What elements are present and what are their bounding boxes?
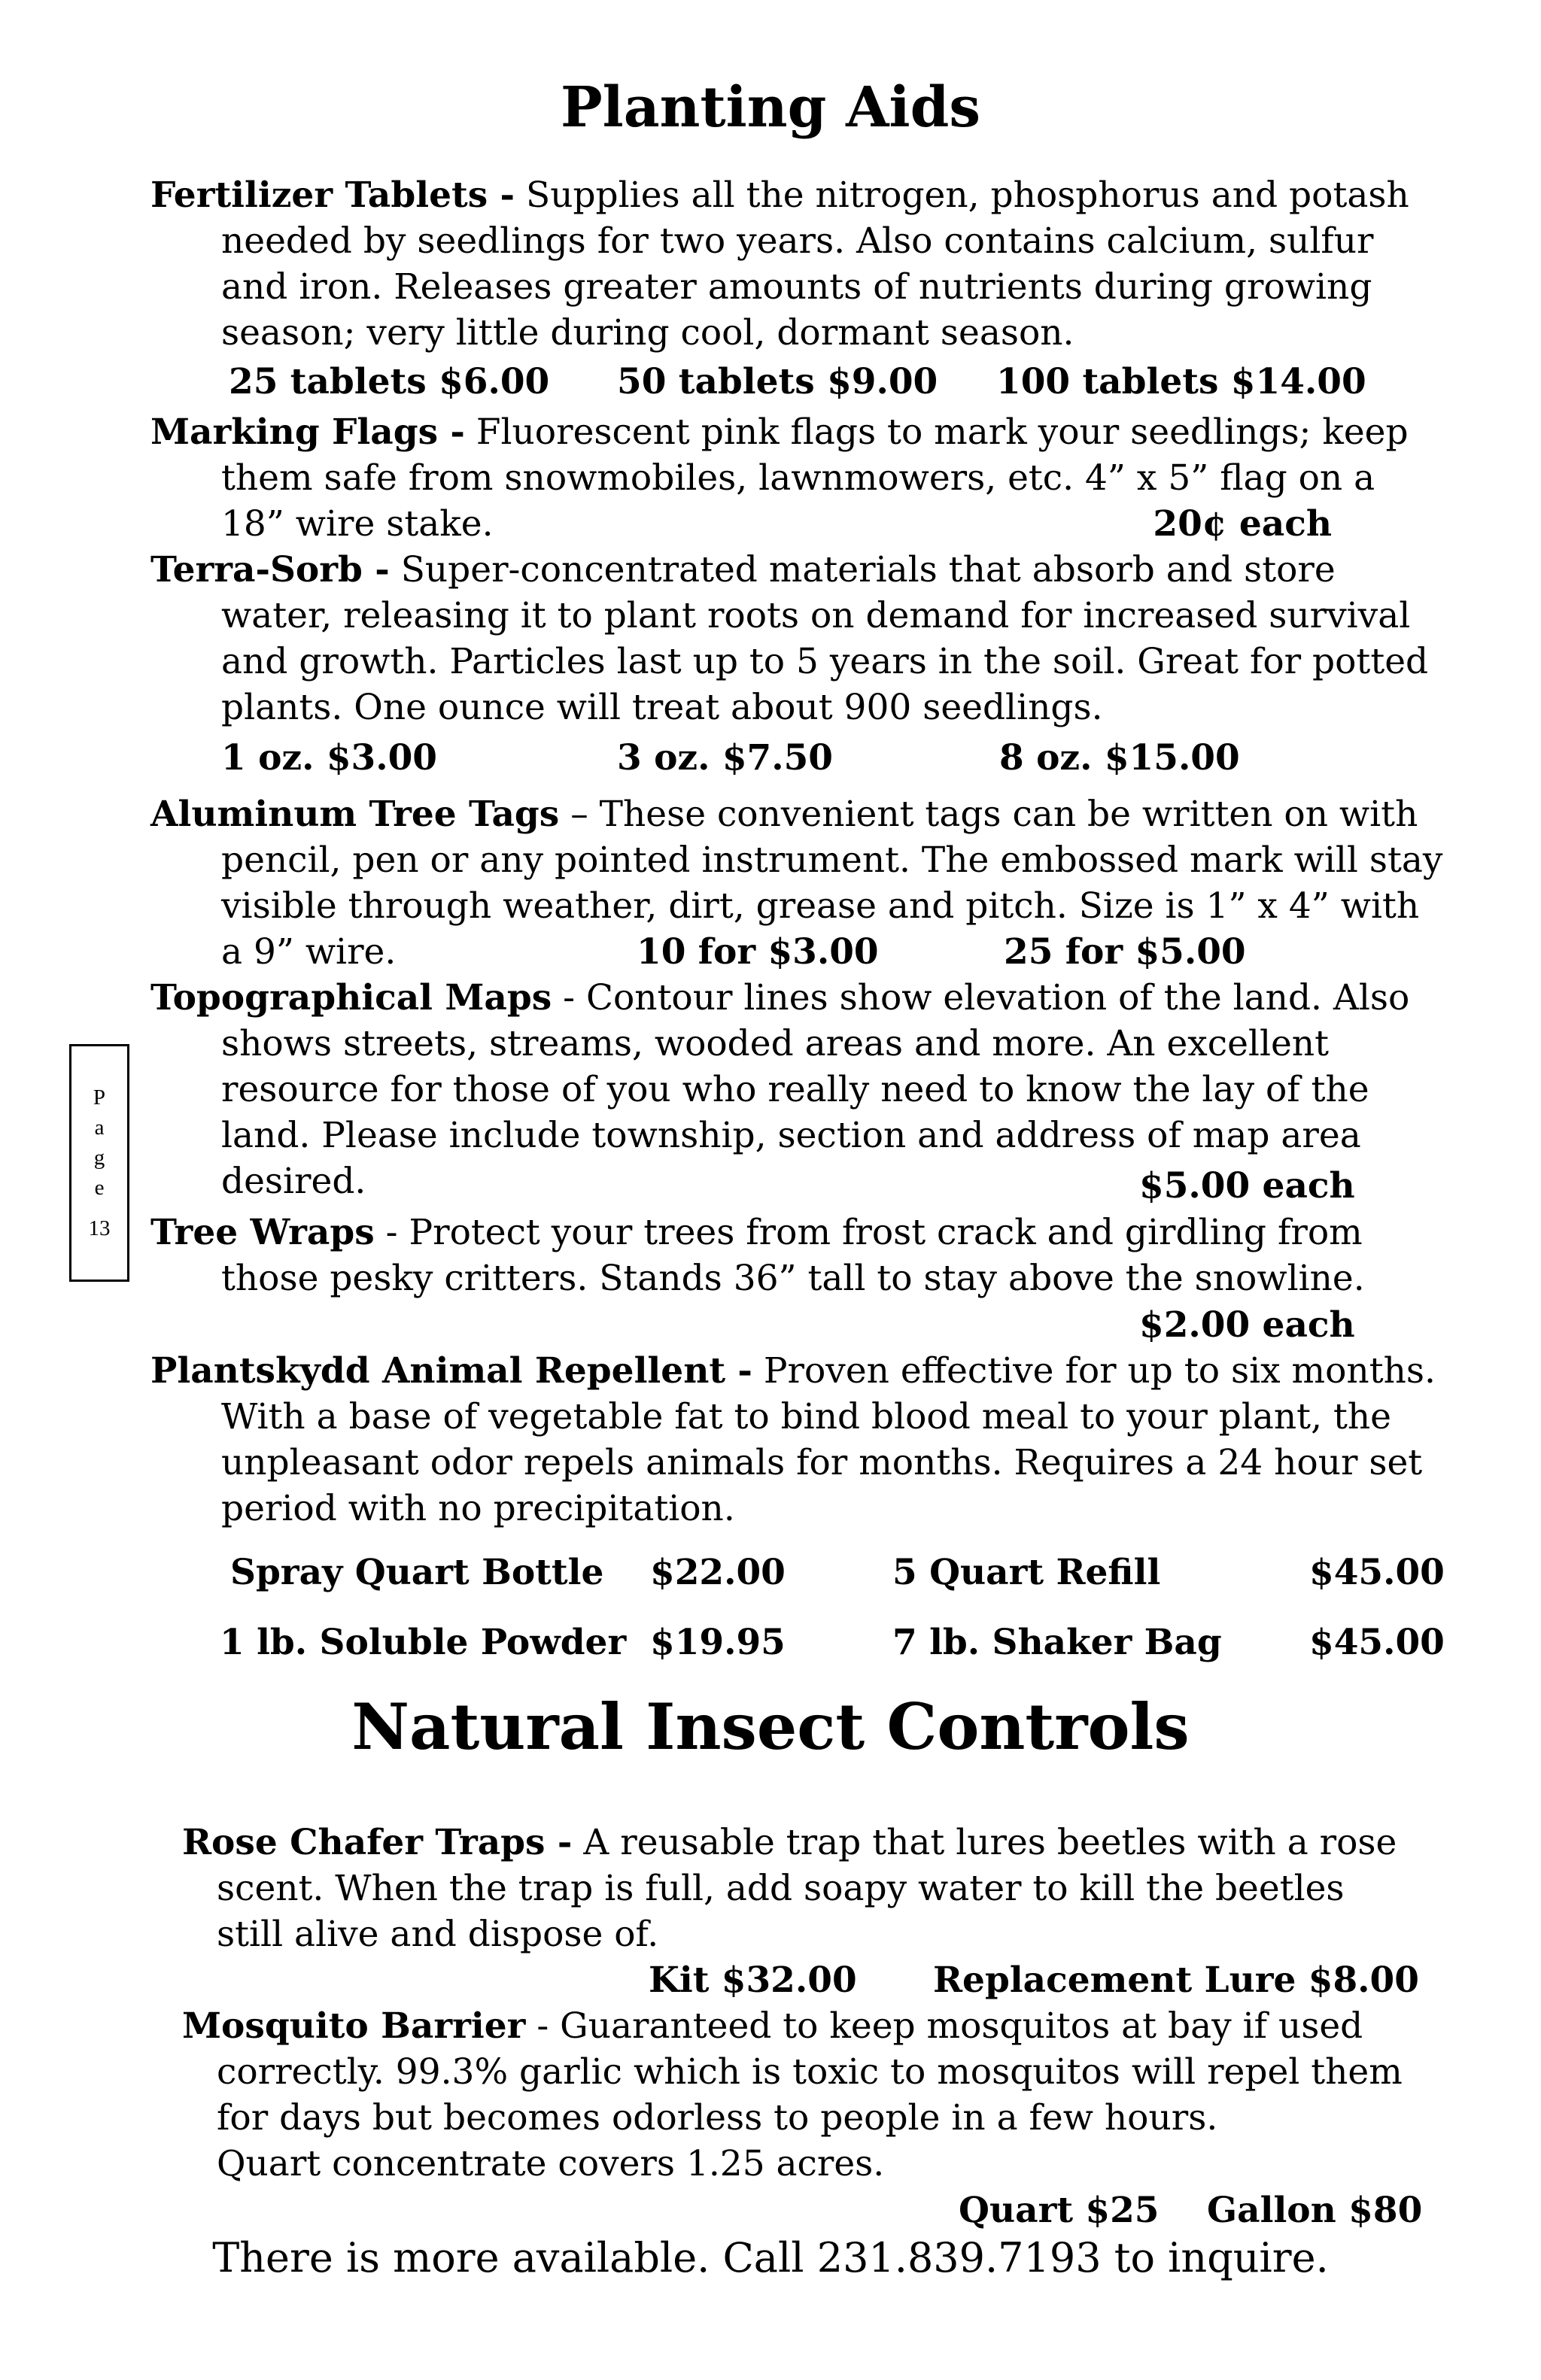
entry-fertilizer-tablets	[150, 172, 1430, 356]
item-name: Tree Wraps	[150, 1212, 375, 1253]
price-10-tags: 10 for $3.00	[637, 931, 879, 973]
price-25-tags: 25 for $5.00	[1004, 931, 1246, 973]
item-description: – These convenient tags can be written on with pencil, pen or any pointed instrument. The embossed mark will stay visible through weather, dirt, grease and pitch. Size is 1” x 4” with a 9” wire.	[221, 794, 1443, 973]
price-100-tablets: 100 tablets $14.00	[996, 361, 1366, 402]
item-description: - Protect your trees from frost crack and girdling from those pesky critters. Stands 36” tall to stay above the snowline.	[221, 1212, 1365, 1299]
price-map: $5.00 each	[1139, 1165, 1355, 1207]
price-gallon: Gallon $80	[1207, 2190, 1423, 2231]
item-description: Proven effective for up to six months. With a base of vegetable fat to bind blood meal to your plant, the unpleasant odor repels animals for months. Requires a 24 hour set period with no precipitation.	[221, 1350, 1436, 1529]
price-quart-refill: $45.00	[1309, 1552, 1445, 1593]
price-1-oz: 1 oz. $3.00	[221, 737, 438, 779]
price-shaker-bag: $45.00	[1309, 1622, 1445, 1663]
item-name: Marking Flags -	[150, 411, 465, 453]
item-name: Plantskydd Animal Repellent -	[150, 1350, 752, 1392]
item-description: - Contour lines show elevation of the land. Also shows streets, streams, wooded areas and more. An excellent resource for those of you who really need to know the lay of the land. Please include township, section and address of map area desired.	[221, 977, 1410, 1202]
page-letter: e	[94, 1176, 105, 1200]
item-description: A reusable trap that lures beetles with a rose scent. When the trap is full, add soapy water to kill the beetles still alive and dispose of.	[217, 1822, 1397, 1955]
item-name: Topographical Maps	[150, 977, 552, 1018]
price-label-quart-refill: 5 Quart Refill	[892, 1552, 1161, 1593]
price-soluble-powder: $19.95	[650, 1622, 786, 1663]
item-name: Fertilizer Tablets -	[150, 175, 515, 216]
page-letter: g	[93, 1146, 105, 1170]
entry-plantskydd	[150, 1348, 1460, 1532]
price-spray-quart: $22.00	[650, 1552, 786, 1593]
price-50-tablets: 50 tablets $9.00	[617, 361, 938, 402]
item-description: Fluorescent pink flags to mark your seedlings; keep them safe from snowmobiles, lawnmowers, etc. 4” x 5” flag on a 18” wire stake.	[221, 411, 1409, 545]
item-description: Super-concentrated materials that absorb and store water, releasing it to plant roots on demand for increased survival and growth. Particles last up to 5 years in the soil. Great for potted plants. One ounce will treat about 900 seedlings.	[221, 549, 1429, 728]
section-title-planting-aids: Planting Aids	[560, 75, 981, 140]
price-replacement-lure: Replacement Lure $8.00	[933, 1960, 1419, 2001]
entry-mosquito-barrier	[182, 2003, 1416, 2187]
item-price: 20¢ each	[1153, 503, 1332, 545]
price-quart: Quart $25	[959, 2190, 1160, 2231]
page-number-box	[69, 1044, 129, 1282]
entry-terra-sorb	[150, 547, 1430, 730]
page-letter: P	[93, 1085, 106, 1110]
item-description-extra: Quart concentrate covers 1.25 acres.	[217, 2143, 885, 2184]
item-description: - Guaranteed to keep mosquitos at bay if used correctly. 99.3% garlic which is toxic to mosquitos will repel them for days but becomes odorless to people in a few hours.	[217, 2005, 1403, 2139]
price-label-shaker-bag: 7 lb. Shaker Bag	[892, 1622, 1222, 1663]
price-label-spray-quart: Spray Quart Bottle	[230, 1552, 604, 1593]
entry-marking-flags	[150, 409, 1422, 547]
footer-contact-note: There is more available. Call 231.839.7193 to inquire.	[212, 2234, 1329, 2281]
item-name: Aluminum Tree Tags	[150, 794, 560, 835]
price-kit: Kit $32.00	[649, 1960, 857, 2001]
entry-rose-chafer-traps	[182, 1820, 1416, 1957]
item-name: Terra-Sorb -	[150, 549, 390, 590]
item-name: Mosquito Barrier	[182, 2005, 526, 2047]
price-3-oz: 3 oz. $7.50	[617, 737, 834, 779]
entry-tree-wraps	[150, 1210, 1445, 1301]
price-label-soluble-powder: 1 lb. Soluble Powder	[220, 1622, 627, 1663]
price-25-tablets: 25 tablets $6.00	[229, 361, 550, 402]
page-letter: a	[94, 1116, 105, 1140]
item-name: Rose Chafer Traps -	[182, 1822, 573, 1863]
price-8-oz: 8 oz. $15.00	[999, 737, 1240, 779]
item-description: Supplies all the nitrogen, phosphorus and potash needed by seedlings for two years. Also contains calcium, sulfur and iron. Releases greater amounts of nutrients during growing season; very little during cool, dormant season.	[221, 175, 1409, 354]
section-title-natural-insect-controls: Natural Insect Controls	[351, 1689, 1190, 1764]
price-tree-wrap: $2.00 each	[1139, 1304, 1355, 1346]
page-number: 13	[88, 1216, 111, 1240]
